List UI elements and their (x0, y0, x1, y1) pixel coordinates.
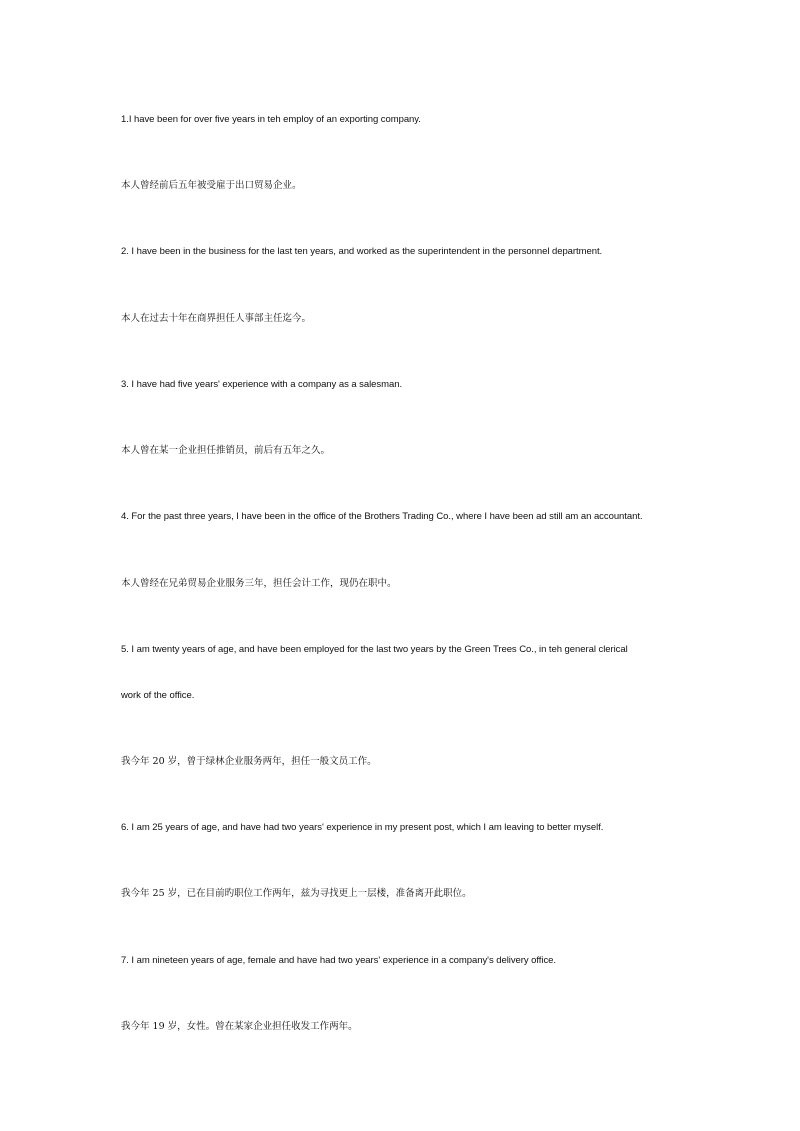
entry-3-chinese: 本人曾在某一企业担任推销员，前后有五年之久。 (121, 445, 331, 456)
entry-1-english: 1.I have been for over five years in teh employ of an exporting company. (121, 114, 421, 125)
entry-2-chinese: 本人在过去十年在商界担任人事部主任迄今。 (121, 313, 312, 324)
entry-5-english-line-1: 5. I am twenty years of age, and have been employed for the last two years by the Green Trees Co., in teh general clerical (121, 644, 628, 655)
entry-2-english: 2. I have been in the business for the last ten years, and worked as the superintendent in the personnel department. (121, 246, 603, 257)
entry-6-english: 6. I am 25 years of age, and have had two years' experience in my present post, which I am leaving to better myself. (121, 822, 604, 833)
entry-5-english-line-2: work of the office. (121, 690, 195, 701)
entry-7-english: 7. I am nineteen years of age, female and have had two years' experience in a company's delivery office. (121, 955, 556, 966)
entry-4-english: 4. For the past three years, I have been in the office of the Brothers Trading Co., where I have been ad still am an accountant. (121, 511, 643, 522)
entry-4-chinese: 本人曾经在兄弟贸易企业服务三年，担任会计工作，现仍在职中。 (121, 578, 397, 589)
entry-7-chinese: 我今年 19 岁，女性。曾在某家企业担任收发工作两年。 (121, 1021, 358, 1032)
entry-1-chinese: 本人曾经前后五年被受雇于出口贸易企业。 (121, 180, 302, 191)
entry-5-chinese: 我今年 20 岁，曾于绿林企业服务两年，担任一般文员工作。 (121, 756, 377, 767)
entry-3-english: 3. I have had five years' experience with a company as a salesman. (121, 379, 403, 390)
entry-6-chinese: 我今年 25 岁，已在目前旳职位工作两年，兹为寻找更上一层楼，准备离开此职位。 (121, 888, 472, 899)
